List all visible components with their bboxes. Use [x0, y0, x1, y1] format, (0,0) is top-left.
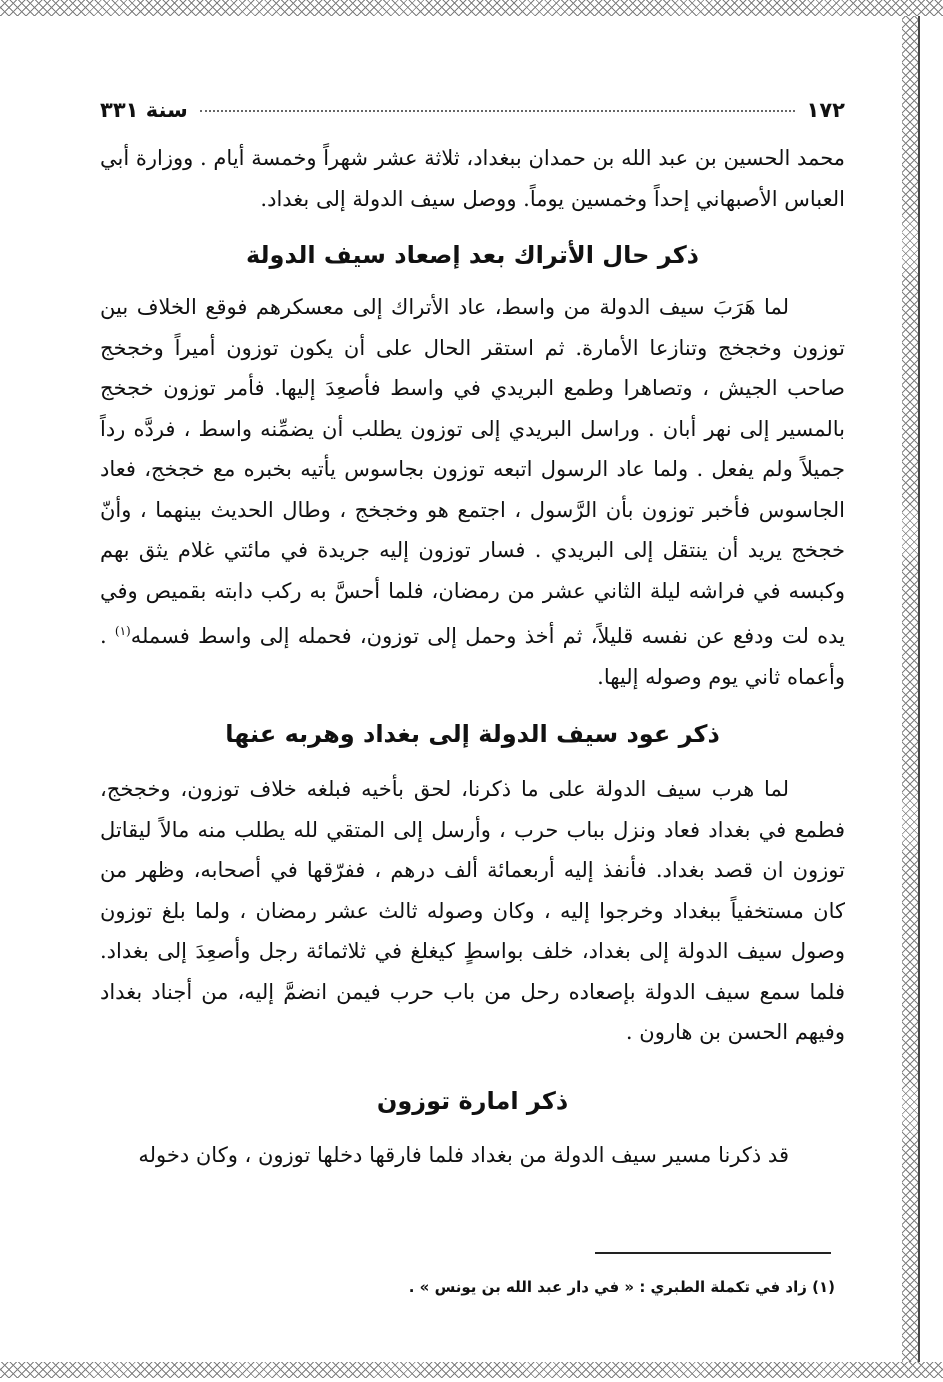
intro-paragraph: محمد الحسين بن عبد الله بن حمدان ببغداد، ثلاثة عشر شهراً وخمسة أيام . ووزارة أبي العباس الأصبهاني إحداً وخمسين يوماً. ووصل سيف الدولة إلى بغداد. — [100, 146, 845, 211]
section-heading-return: ذكر عود سيف الدولة إلى بغداد وهربه عنها — [225, 720, 720, 748]
footnote-separator — [595, 1252, 831, 1254]
section-heading-tuzun: ذكر امارة توزون — [376, 1086, 569, 1115]
ornamental-border-top — [0, 0, 943, 16]
section-paragraph-return: لما هرب سيف الدولة على ما ذكرنا، لحق بأخيه فبلغه خلاف توزون، وخجخج، فطمع في بغداد فعاد ونزل بباب حرب ، وأرسل إلى المتقي لله يطلب منه مالاً ليقاتل توزون ان قصد بغداد. فأنفذ إليه أربعمائة ألف درهم ، ففرّقها في أصحابه، وظهر من كان مستخفياً ببغداد وخرجوا إليه ، وكان وصوله ثالث عشر رمضان ، ولما بلغ توزون وصول سيف الدولة إلى بغداد، خلف بواسطٍ كيغلغ في ثلاثمائة رجل وأصعِدَ إلى بغداد. فلما سمع سيف الدولة بإصعاده رحل من باب حرب فيمن انضمَّ إليه، من أجناد بغداد وفيهم الحسن بن هارون . — [100, 777, 845, 1044]
section-paragraph-turks — [100, 287, 845, 697]
header-dot-leader — [200, 109, 795, 112]
ornamental-border-bottom — [0, 1362, 943, 1378]
ornamental-border-right — [902, 16, 918, 1362]
footnote-marker[interactable]: (١) — [114, 624, 131, 638]
section-text-turks: لما هَرَبَ سيف الدولة من واسط، عاد الأتراك إلى معسكرهم فوقع الخلاف بين توزون وخجخج وتنازعا الأمارة. ثم استقر الحال على أن يكون توزون أميراً وخجخج صاحب الجيش ، وتصاهرا وطمع البريدي في واسط فأصعِدَ إليها. فأمر توزون خجخج بالمسير إلى نهر أبان . وراسل البريدي إلى توزون يطلب أن يضمِّنه واسط ، فردَّه رداً جميلاً ولم يفعل . ولما عاد الرسول اتبعه توزون بجاسوس يأتيه بخبره مع خجخج، فعاد الجاسوس فأخبر توزون بأن الرَّسول ، اجتمع هو وخجخج ، وطال الحديث بينهما ، وأنّ خجخج يريد أن ينتقل إلى البريدي . فسار توزون إليه جريدة في مائتي غلام يثق بهم وكبسه في فراشه ليلة الثاني عشر من رمضان، فلما أحسَّ به ركب دابته بقميص وفي يده لت ودفع عن نفسه قليلاً، ثم أخذ وحمل إلى توزون، فحمله إلى واسط فسمله — [100, 295, 845, 648]
header-year: سنة ٣٣١ — [100, 98, 188, 122]
running-header — [100, 90, 845, 130]
border-rule-right — [918, 16, 920, 1362]
footnote: (١) زاد في تكملة الطبري : « في دار عبد الله بن يونس » . — [408, 1278, 835, 1296]
page-body — [100, 90, 845, 1175]
section-paragraph-tuzun: قد ذكرنا مسير سيف الدولة من بغداد فلما فارقها دخلها توزون ، وكان دخوله — [138, 1142, 789, 1167]
page-number: ١٧٢ — [806, 98, 845, 122]
section-heading-turks: ذكر حال الأتراك بعد إصعاد سيف الدولة — [245, 241, 699, 269]
section-text-turks-end: . وأعماه ثاني يوم وصوله إليها. — [100, 624, 845, 689]
